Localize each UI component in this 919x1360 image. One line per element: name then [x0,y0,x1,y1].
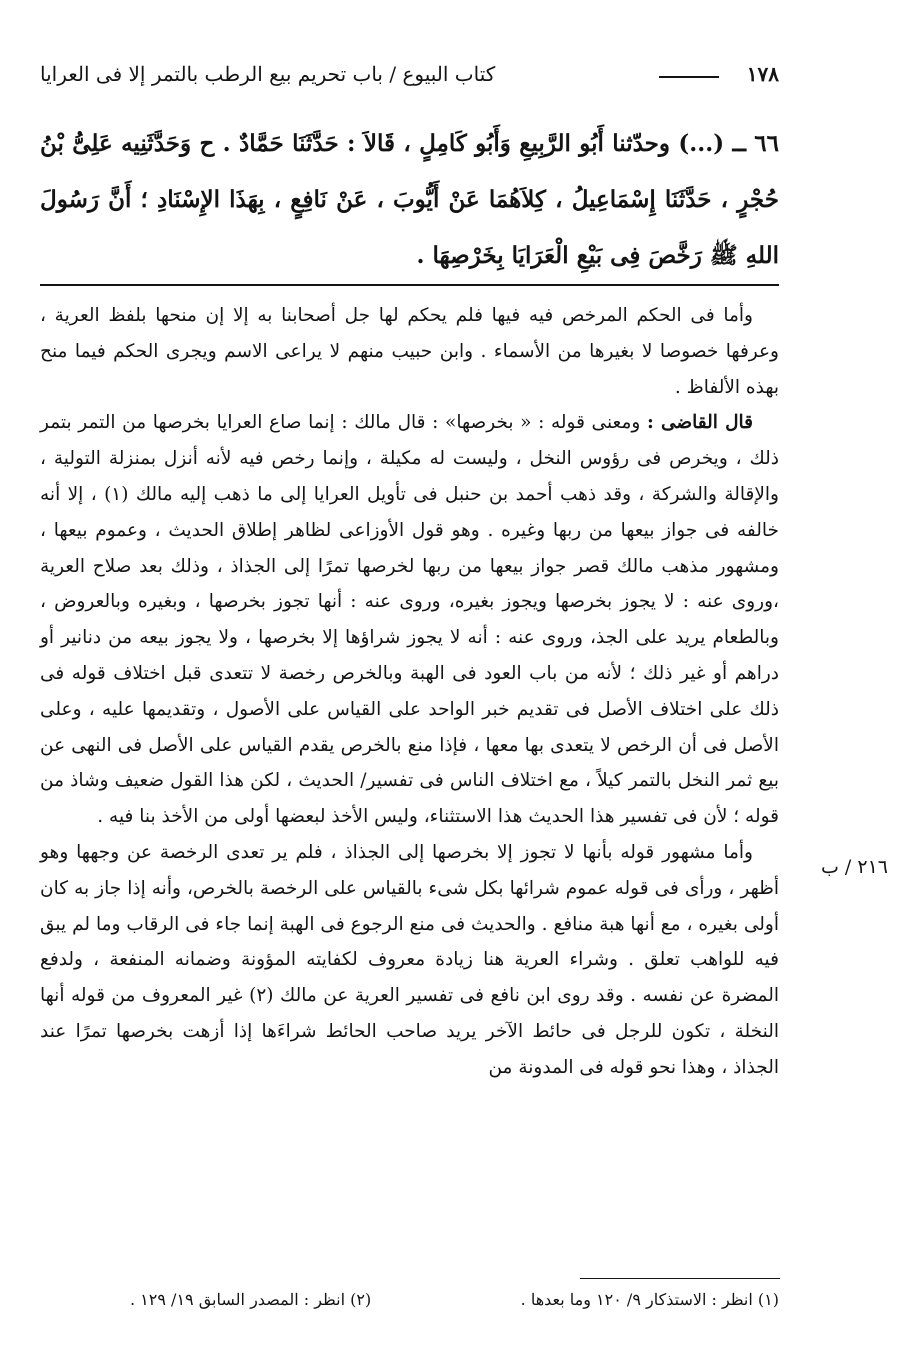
margin-folio-note: ٢١٦ / ب [821,856,888,878]
footnotes [40,1290,779,1320]
running-header [40,62,779,96]
commentary-paragraph-3: وأما مشهور قوله بأنها لا تجوز إلا بخرصها إلى الجذاذ ، فلم ير تعدى الرخصة عن وجهها وهو أظهر ، ورأى فى قوله عموم شرائها بكل شىء بالقياس على الرخصة بالخرص، وأنه إذا جاز به كان أولى بغيره ، مع أنها هبة منافع . والحديث فى منع الرجوع فى الهبة إنما جاء فى الرقاب وما لم يبق فيه للواهب تعلق . وشراء العرية هنا زيادة معروف لكفايته المؤونة وضمانه المنفعة ، ولدفع المضرة عن نفسه . وقد روى ابن نافع فى تفسير العرية عن مالك (٢) غير المعروف من قوله أنها النخلة ، تكون للرجل فى حائط الآخر يريد صاحب الحائط شراءَها إذا أزهت بخرصها تمرًا عند الجذاذ ، وهذا نحو قوله فى المدونة من [40,841,779,1078]
commentary-paragraph-1: وأما فى الحكم المرخص فيه فيها فلم يحكم لها جل أصحابنا به إلا إن منحها بلفظ العرية ، وعرفها خصوصا لا بغيرها من الأسماء . وابن حبيب منهم لا يراعى الاسم ويجرى الحكم فيما منح بهذه الألفاظ . [40,305,779,398]
qadi-lead-label: قال القاضى : [646,412,753,434]
section-divider [40,284,779,286]
commentary-paragraph-2-body: ومعنى قوله : « بخرصها» : قال مالك : إنما صاع العرايا بخرصها من التمر بتمر ذلك ، ويخرص فى رؤوس النخل ، وليست له مكيلة ، وإنما رخص فيه لأنه أنزل بمنزلة التولية ، والإقالة والشركة ، وقد ذهب أحمد بن حنبل فى تأويل العرايا إلى ما ذهب إليه مالك (١) ، إلا أنه خالفه فى جواز بيعها من ربها وغيره . وهو قول الأوزاعى لظاهر إطلاق الحديث ، وعموم بيعها ، ومشهور مذهب مالك قصر جواز بيعها من ربها لخرصها تمرًا إلى الجذاذ ، وذلك بعد صلاح العرية ،وروى عنه : لا يجوز بخرصها ويجوز بغيره، وروى عنه : أنها تجوز بخرصها ، وبغيره وبالعروض ، وبالطعام يريد على الجذ، وروى عنه : أنه لا يجوز شراؤها إلا بخرصها ، ولا يجوز بيعه من دنانير أو دراهم أو غير ذلك ؛ لأنه من باب العود فى الهبة وبالخرص رخصة لا تتعدى قبل اختلاف قوله فى ذلك على اختلاف الأصل فى تقديم خبر الواحد على القياس على الأصول ، وتقديمها عليه ، وعلى الأصل فى أن الرخص لا يتعدى بها معها ، فإذا منع بالخرص يقدم القياس على الأصل فى النهى عن بيع ثمر النخل بالتمر كيلاً ، مع اختلاف الناس فى تفسير/ الحديث ، لكن هذا القول ضعيف وشاذ من قوله ؛ لأن فى تفسير هذا الحديث هذا الاستثناء، وليس الأخذ لبعضها أولى من الأخذ بنا فيه . [40,412,779,828]
footnote-1: (١) انظر : الاستذكار ٩/ ١٢٠ وما بعدها . [520,1290,779,1309]
header-dash-rule [659,76,719,78]
hadith-text: ٦٦ ــ (...) وحدّثنا أَبُو الرَّبِيعِ وَأَبُو كَامِلٍ ، قَالاَ : حَدَّثَنَا حَمَّادٌ . ح وَحَدَّثَنِيه عَلِىُّ بْنُ حُجْرٍ ، حَدَّثَنَا إِسْمَاعِيلُ ، كِلاَهُمَا عَنْ أَيُّوبَ ، عَنْ نَافِعٍ ، بِهَذَا الإِسْنَادِ ؛ أَنَّ رَسُولَ اللهِ ﷺ رَخَّصَ فِى بَيْعِ الْعَرَايَا بِخَرْصِهَا . [40,130,779,269]
page-number: ١٧٨ [746,62,779,86]
footnote-divider [580,1278,780,1279]
running-title: كتاب البيوع / باب تحريم بيع الرطب بالتمر إلا فى العرايا [40,62,496,86]
footnote-2: (٢) انظر : المصدر السابق ١٩/ ١٢٩ . [130,1290,372,1309]
commentary-paragraph-2 [40,405,779,835]
commentary [40,298,779,1086]
